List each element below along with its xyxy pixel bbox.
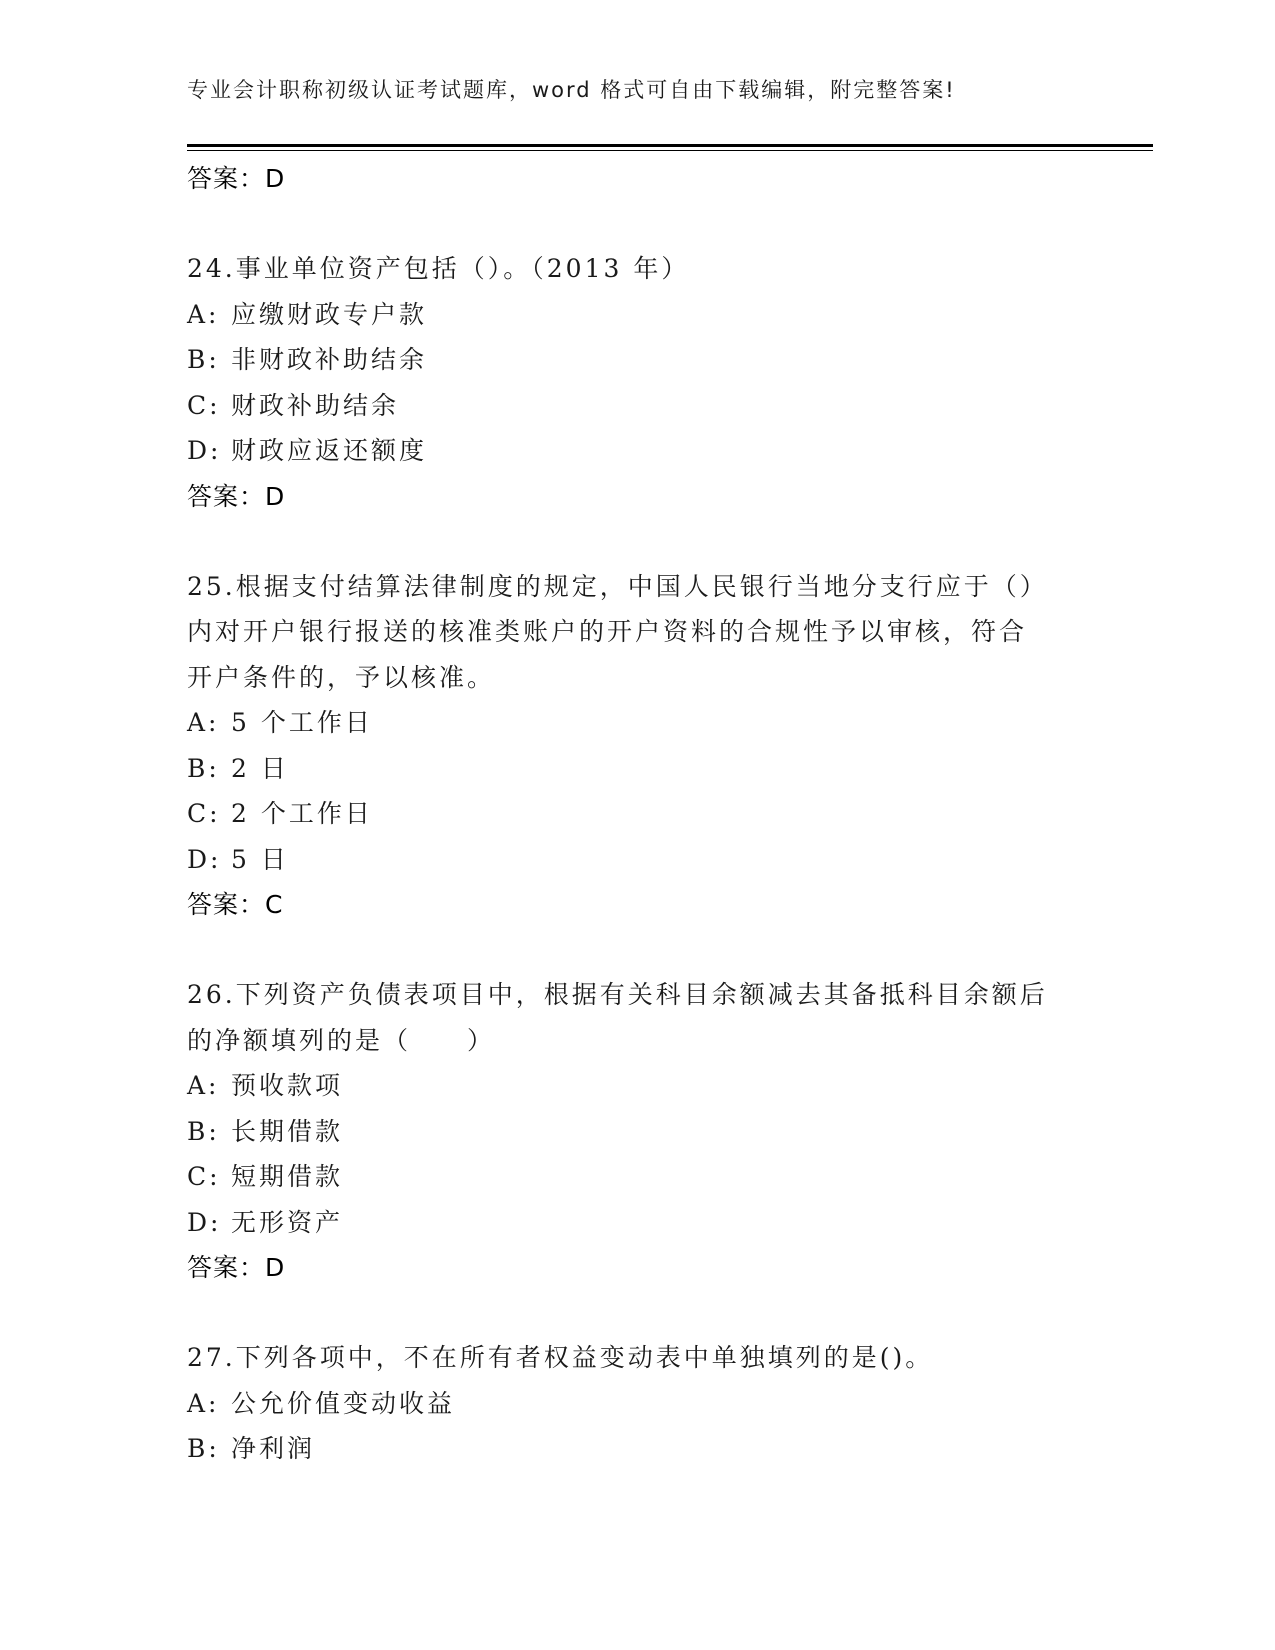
answer: 答案：C	[187, 890, 284, 919]
option-text: 长期借款	[231, 1116, 344, 1146]
option-text: 短期借款	[231, 1162, 344, 1191]
option-c	[187, 791, 1087, 837]
question-25	[187, 564, 1087, 929]
question-27	[187, 1335, 1087, 1472]
option-d	[187, 1200, 1087, 1246]
option-a	[187, 292, 1087, 338]
answer: 答案：D	[187, 1253, 286, 1282]
option-d	[187, 837, 1087, 883]
option-letter: C:	[187, 390, 221, 420]
option-c	[187, 383, 1087, 429]
option-a	[187, 1063, 1087, 1109]
option-letter: B:	[187, 1434, 220, 1463]
option-letter: A:	[187, 299, 220, 329]
option-letter: C:	[187, 1162, 221, 1191]
spacer	[187, 1291, 1087, 1335]
option-letter: C:	[187, 799, 221, 828]
page-header: 专业会计职称初级认证考试题库，word 格式可自由下载编辑，附完整答案!	[187, 78, 956, 102]
option-text: 2 日	[231, 753, 289, 783]
option-text: 财政应返还额度	[231, 436, 428, 465]
option-letter: A:	[187, 1388, 220, 1418]
option-text: 财政补助结余	[231, 390, 400, 420]
question-26	[187, 972, 1087, 1291]
option-c	[187, 1154, 1087, 1200]
option-letter: D:	[187, 436, 222, 465]
option-letter: B:	[187, 345, 220, 374]
spacer	[187, 202, 1087, 246]
spacer	[187, 928, 1087, 972]
question-stem: 的净额填列的是（ ）	[187, 1025, 496, 1055]
question-stem: 24.事业单位资产包括（）。（2013 年）	[187, 254, 690, 283]
question-24	[187, 246, 1087, 520]
question-stem: 开户条件的，予以核准。	[187, 662, 496, 692]
question-stem: 26.下列资产负债表项目中，根据有关科目余额减去其备抵科目余额后	[187, 980, 1048, 1009]
option-text: 2 个工作日	[231, 799, 373, 828]
option-letter: D:	[187, 1207, 222, 1237]
option-letter: B:	[187, 1116, 220, 1146]
header-rule-thick	[187, 144, 1153, 147]
header-rule-thin	[187, 150, 1153, 151]
answer-prev: 答案：D	[187, 164, 286, 193]
option-text: 公允价值变动收益	[231, 1388, 456, 1418]
option-b	[187, 1426, 1087, 1472]
option-text: 5 日	[231, 844, 289, 874]
question-stem: 27.下列各项中，不在所有者权益变动表中单独填列的是()。	[187, 1343, 934, 1372]
option-text: 非财政补助结余	[231, 345, 428, 374]
option-letter: B:	[187, 753, 220, 783]
option-letter: A:	[187, 708, 220, 737]
option-d	[187, 428, 1087, 474]
option-a	[187, 700, 1087, 746]
option-letter: A:	[187, 1071, 220, 1100]
question-stem: 内对开户银行报送的核准类账户的开户资料的合规性予以审核，符合	[187, 617, 1028, 646]
option-text: 预收款项	[231, 1071, 344, 1100]
question-list	[187, 156, 1087, 1472]
option-b	[187, 746, 1087, 792]
option-text: 无形资产	[231, 1207, 344, 1237]
answer: 答案：D	[187, 481, 286, 511]
option-letter: D:	[187, 844, 222, 874]
option-a	[187, 1381, 1087, 1427]
option-b	[187, 1109, 1087, 1155]
option-b	[187, 337, 1087, 383]
question-stem: 25.根据支付结算法律制度的规定，中国人民银行当地分支行应于（）	[187, 571, 1048, 601]
option-text: 净利润	[231, 1434, 316, 1463]
option-text: 应缴财政专户款	[231, 299, 428, 329]
spacer	[187, 520, 1087, 564]
option-text: 5 个工作日	[231, 708, 373, 737]
